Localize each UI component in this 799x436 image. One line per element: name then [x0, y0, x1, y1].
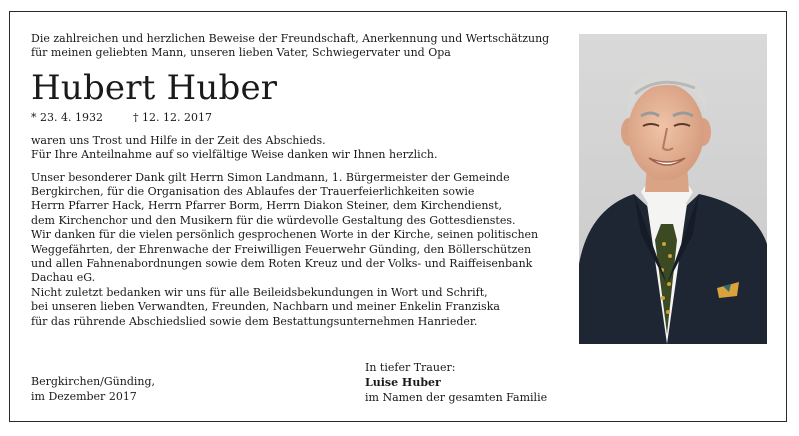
thanks-line-1: waren uns Trost und Hilfe in der Zeit des Abschieds. — [31, 133, 326, 147]
death-date: † 12. 12. 2017 — [132, 110, 212, 124]
footer-place: Bergkirchen/Günding, — [31, 375, 156, 388]
body-line: Bergkirchen, für die Organisation des Ablaufes der Trauerfeierlichkeiten sowie — [31, 185, 475, 199]
body-line: Dachau eG. — [31, 271, 96, 285]
body-line: Nicht zuletzt bedanken wir uns für alle Beileidsbekundungen in Wort und Schrift, — [31, 285, 488, 299]
body-line: bei unseren lieben Verwandten, Freunden, Nachbarn und meiner Enkelin Franziska — [31, 300, 500, 314]
body-line: und allen Fahnenabordnungen sowie dem Roten Kreuz und der Volks- und Raiffeisenbank — [31, 257, 533, 271]
paragraph-gap — [31, 163, 571, 171]
life-dates — [31, 111, 571, 125]
intro-line-2: für meinen geliebten Mann, unseren lieben Vater, Schwiegervater und Opa — [31, 46, 451, 60]
portrait-illustration — [579, 34, 767, 344]
body-line: dem Kirchenchor und den Musikern für die würdevolle Gestaltung des Gottesdienstes. — [31, 213, 516, 227]
mourning-line: In tiefer Trauer: — [365, 361, 456, 374]
intro-line-1: Die zahlreichen und herzlichen Beweise der Freundschaft, Anerkennung und Wertschätzung — [31, 32, 550, 45]
body-line: Herrn Pfarrer Hack, Herrn Pfarrer Borm, Herrn Diakon Steiner, dem Kirchendienst, — [31, 199, 502, 213]
text-column — [31, 32, 571, 329]
body-line: Unser besonderer Dank gilt Herrn Simon Landmann, 1. Bürgermeister der Gemeinde — [31, 170, 510, 184]
body-line: Weggefährten, der Ehrenwache der Freiwilligen Feuerwehr Günding, den Böllerschützen — [31, 242, 532, 256]
birth-date: * 23. 4. 1932 — [31, 110, 103, 124]
signer-name: Luise Huber — [365, 376, 441, 389]
body-line: für das rührende Abschiedslied sowie dem Bestattungsunternehmen Hanrieder. — [31, 314, 478, 328]
footer-date: im Dezember 2017 — [31, 390, 137, 403]
footer-right — [365, 360, 547, 405]
body-line: Wir danken für die vielen persönlich gesprochenen Worte in der Kirche, seinen politischen — [31, 228, 539, 242]
deceased-name: Hubert Huber — [31, 67, 278, 108]
thanks-line-2: Für Ihre Anteilnahme auf so vielfältige Weise danken wir Ihnen herzlich. — [31, 148, 438, 162]
footer-left — [31, 374, 155, 404]
obituary-card — [9, 11, 787, 422]
family-line: im Namen der gesamten Familie — [365, 391, 548, 404]
portrait-photo — [579, 34, 767, 344]
